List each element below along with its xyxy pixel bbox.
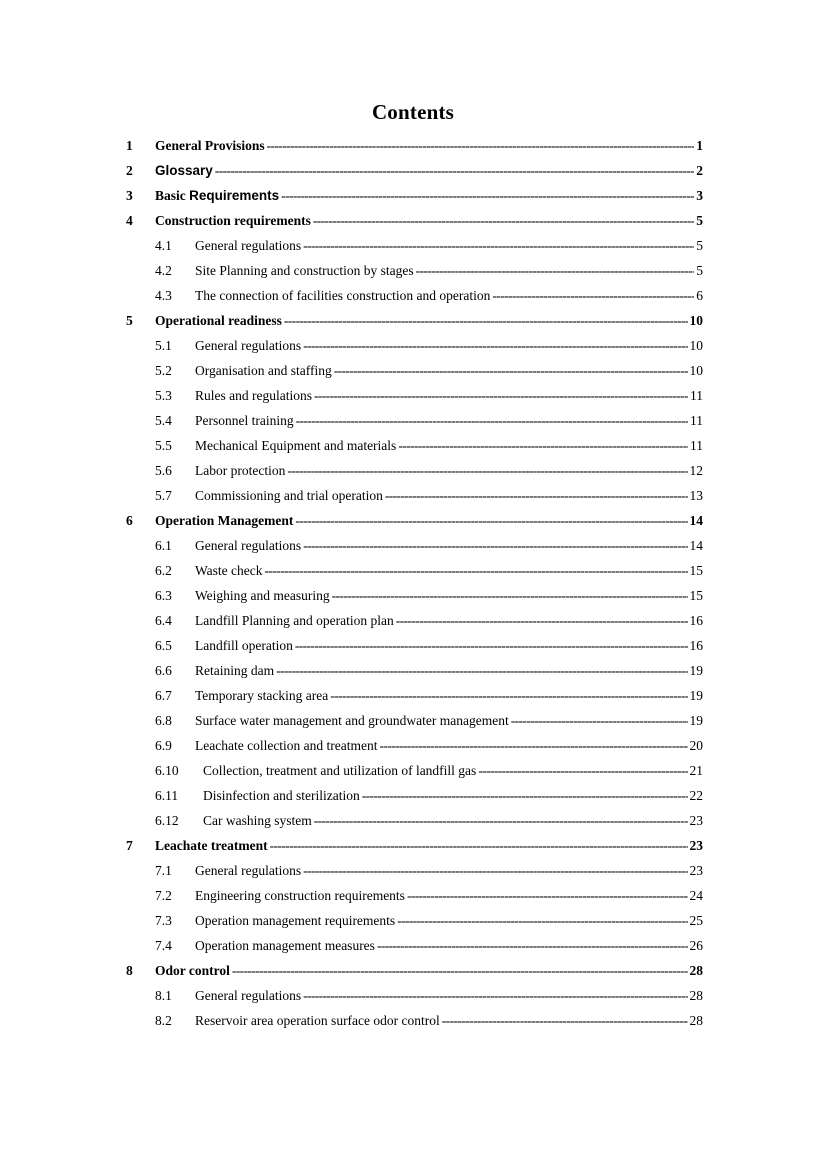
toc-leader-dots [442,1011,688,1031]
toc-page-number: 5 [696,238,703,253]
toc-subsection-entry[interactable] [126,381,703,406]
toc-leader-dots [511,711,688,731]
toc-subsection-entry[interactable] [126,531,703,556]
toc-entry-number: 5 [126,313,133,328]
toc-page-number: 28 [689,963,703,978]
toc-entry-title: Labor protection [195,463,286,478]
toc-leader-dots [478,761,687,781]
toc-entry-title: General regulations [195,538,302,553]
toc-subsection-entry[interactable] [126,856,703,881]
toc-entry-number: 5.3 [155,388,172,403]
toc-subsection-entry[interactable] [126,656,703,681]
toc-entry-number: 6.6 [155,663,172,678]
toc-page-number: 6 [696,288,703,303]
toc-entry-number: 7.3 [155,913,172,928]
toc-leader-dots [270,836,688,856]
toc-subsection-entry[interactable] [126,456,703,481]
toc-subsection-entry[interactable] [126,556,703,581]
toc-leader-dots [303,336,687,356]
page-title: Contents [371,100,455,124]
toc-page-number: 15 [689,563,703,578]
toc-entry-title: Disinfection and sterilization [203,788,360,803]
toc-page-number: 21 [689,763,703,778]
toc-entry-title: General regulations [195,238,302,253]
toc-subsection-entry[interactable] [126,906,703,931]
toc-leader-dots [397,911,687,931]
toc-subsection-entry[interactable] [126,431,703,456]
toc-leader-dots [303,536,687,556]
toc-entry-number: 6 [126,513,133,528]
toc-leader-dots [380,736,688,756]
toc-entry-number: 8.2 [155,1013,172,1028]
toc-leader-dots [303,986,687,1006]
toc-subsection-entry[interactable] [126,356,703,381]
toc-leader-dots [295,636,688,656]
toc-subsection-entry[interactable] [126,481,703,506]
toc-entry-number: 8.1 [155,988,172,1003]
toc-page-number: 5 [696,213,703,228]
toc-leader-dots [276,661,687,681]
toc-entry-title: Glossary [155,163,213,178]
toc-leader-dots [362,786,688,806]
toc-entry-title: Leachate collection and treatment [195,738,378,753]
toc-leader-dots [330,686,687,706]
toc-entry-title: General regulations [195,338,302,353]
toc-page-number: 10 [689,338,703,353]
toc-entry-title: Engineering construction requirements [195,888,405,903]
toc-entry-number: 4 [126,213,133,228]
toc-entry-number: 5.4 [155,413,172,428]
toc-entry-number: 6.11 [155,788,179,803]
toc-leader-dots [267,136,695,156]
toc-leader-dots [215,161,694,181]
toc-page-number: 14 [689,538,703,553]
toc-entry-number: 8 [126,963,133,978]
toc-subsection-entry[interactable] [126,781,703,806]
toc-leader-dots [314,386,688,406]
toc-entry-number: 7.2 [155,888,172,903]
toc-leader-dots [295,511,687,531]
toc-entry-title: General regulations [195,988,302,1003]
toc-entry-title: The connection of facilities construction and operation [195,288,491,303]
toc-entry-title: Operation management measures [195,938,375,953]
toc-entry-number: 7 [126,838,133,853]
toc-entry-number: 6.8 [155,713,172,728]
toc-subsection-entry[interactable] [126,1006,703,1031]
toc-page-number: 26 [689,938,703,953]
toc-entry-title: Operational readiness [155,313,282,328]
toc-entry-title [155,186,279,206]
toc-leader-dots [385,486,688,506]
toc-entry-title: Car washing system [203,813,312,828]
toc-page-number: 2 [696,163,703,178]
toc-subsection-entry[interactable] [126,606,703,631]
toc-page-number: 23 [689,838,703,853]
toc-subsection-entry[interactable] [126,256,703,281]
toc-subsection-entry[interactable] [126,631,703,656]
toc-section-entry[interactable] [126,206,703,231]
toc-page-number: 11 [690,438,703,453]
toc-leader-dots [407,886,688,906]
toc-entry-number: 6.3 [155,588,172,603]
toc-entry-number: 5.6 [155,463,172,478]
toc-page-number: 19 [689,663,703,678]
toc-entry-number: 6.7 [155,688,172,703]
toc-entry-number: 6.10 [155,763,179,778]
toc-leader-dots [287,461,687,481]
toc-subsection-entry[interactable] [126,406,703,431]
toc-entry-number: 3 [126,188,133,203]
toc-entry-title-part: Basic [155,188,190,203]
toc-leader-dots [303,861,687,881]
toc-page-number: 13 [689,488,703,503]
toc-subsection-entry[interactable] [126,706,703,731]
toc-page-number: 24 [689,888,703,903]
toc-section-entry[interactable] [126,506,703,531]
toc-leader-dots [284,311,688,331]
toc-leader-dots [377,936,688,956]
toc-subsection-entry[interactable] [126,231,703,256]
toc-entry-number: 5.7 [155,488,172,503]
toc-entry-title: Temporary stacking area [195,688,329,703]
toc-subsection-entry[interactable] [126,581,703,606]
toc-section-entry[interactable] [126,181,703,206]
toc-page-number: 16 [689,638,703,653]
table-of-contents [126,131,703,1031]
toc-entry-number: 7.1 [155,863,172,878]
toc-subsection-entry[interactable] [126,756,703,781]
toc-page-number: 11 [690,413,703,428]
toc-leader-dots [314,811,688,831]
toc-leader-dots [296,411,688,431]
toc-entry-title: Reservoir area operation surface odor control [195,1013,440,1028]
toc-page-number: 19 [689,688,703,703]
toc-entry-title: Leachate treatment [155,838,268,853]
toc-subsection-entry[interactable] [126,681,703,706]
toc-subsection-entry[interactable] [126,281,703,306]
toc-page-number: 25 [689,913,703,928]
toc-entry-number: 6.2 [155,563,172,578]
toc-section-entry[interactable] [126,306,703,331]
toc-entry-number: 6.12 [155,813,179,828]
toc-entry-title-part: Requirements [189,188,280,203]
toc-leader-dots [265,561,688,581]
toc-page-number: 28 [689,1013,703,1028]
toc-leader-dots [416,261,695,281]
toc-entry-number: 4.2 [155,263,172,278]
toc-leader-dots [334,361,688,381]
toc-page-number: 14 [689,513,703,528]
toc-page-number: 28 [689,988,703,1003]
toc-entry-title: Mechanical Equipment and materials [195,438,397,453]
toc-entry-title: General Provisions [155,138,265,153]
toc-subsection-entry[interactable] [126,981,703,1006]
toc-page-number: 3 [696,188,703,203]
toc-leader-dots [232,961,688,981]
toc-entry-title: Construction requirements [155,213,311,228]
toc-subsection-entry[interactable] [126,931,703,956]
toc-entry-title: Personnel training [195,413,294,428]
toc-entry-title: Surface water management and groundwater management [195,713,509,728]
toc-entry-title: Landfill Planning and operation plan [195,613,394,628]
toc-section-entry[interactable] [126,831,703,856]
toc-page-number: 11 [690,388,703,403]
toc-leader-dots [492,286,694,306]
toc-entry-title: Retaining dam [195,663,275,678]
toc-page-number: 10 [689,363,703,378]
toc-entry-number: 4.3 [155,288,172,303]
toc-subsection-entry[interactable] [126,731,703,756]
toc-leader-dots [332,586,688,606]
toc-entry-number: 4.1 [155,238,172,253]
toc-entry-title: Commissioning and trial operation [195,488,383,503]
toc-entry-number: 6.5 [155,638,172,653]
toc-entry-number: 6.9 [155,738,172,753]
toc-entry-title: Operation management requirements [195,913,396,928]
toc-entry-title: Site Planning and construction by stages [195,263,414,278]
toc-page-number: 5 [696,263,703,278]
toc-entry-number: 5.5 [155,438,172,453]
toc-entry-title: Organisation and staffing [195,363,332,378]
toc-leader-dots [313,211,694,231]
toc-section-entry[interactable] [126,131,703,156]
toc-page-number: 20 [689,738,703,753]
toc-entry-title: Operation Management [155,513,294,528]
toc-entry-title: Rules and regulations [195,388,312,403]
toc-leader-dots [398,436,688,456]
toc-entry-number: 2 [126,163,133,178]
toc-page-number: 10 [689,313,703,328]
toc-entry-number: 7.4 [155,938,172,953]
toc-page-number: 19 [689,713,703,728]
toc-page-number: 22 [689,788,703,803]
toc-page-number: 23 [689,863,703,878]
toc-leader-dots [281,186,694,206]
toc-leader-dots [396,611,688,631]
toc-entry-number: 6.4 [155,613,172,628]
toc-entry-number: 5.1 [155,338,172,353]
toc-entry-number: 1 [126,138,133,153]
toc-entry-title: Collection, treatment and utilization of landfill gas [203,763,477,778]
toc-subsection-entry[interactable] [126,881,703,906]
toc-entry-title: Landfill operation [195,638,293,653]
toc-entry-title: Waste check [195,563,263,578]
toc-section-entry[interactable] [126,156,703,181]
toc-page-number: 1 [696,138,703,153]
toc-page-number: 23 [689,813,703,828]
toc-leader-dots [303,236,694,256]
toc-page-number: 15 [689,588,703,603]
toc-entry-number: 6.1 [155,538,172,553]
toc-section-entry[interactable] [126,956,703,981]
toc-entry-title: General regulations [195,863,302,878]
toc-entry-number: 5.2 [155,363,172,378]
toc-entry-title: Weighing and measuring [195,588,330,603]
toc-subsection-entry[interactable] [126,331,703,356]
toc-page-number: 16 [689,613,703,628]
toc-subsection-entry[interactable] [126,806,703,831]
toc-page-number: 12 [689,463,703,478]
toc-entry-title: Odor control [155,963,230,978]
